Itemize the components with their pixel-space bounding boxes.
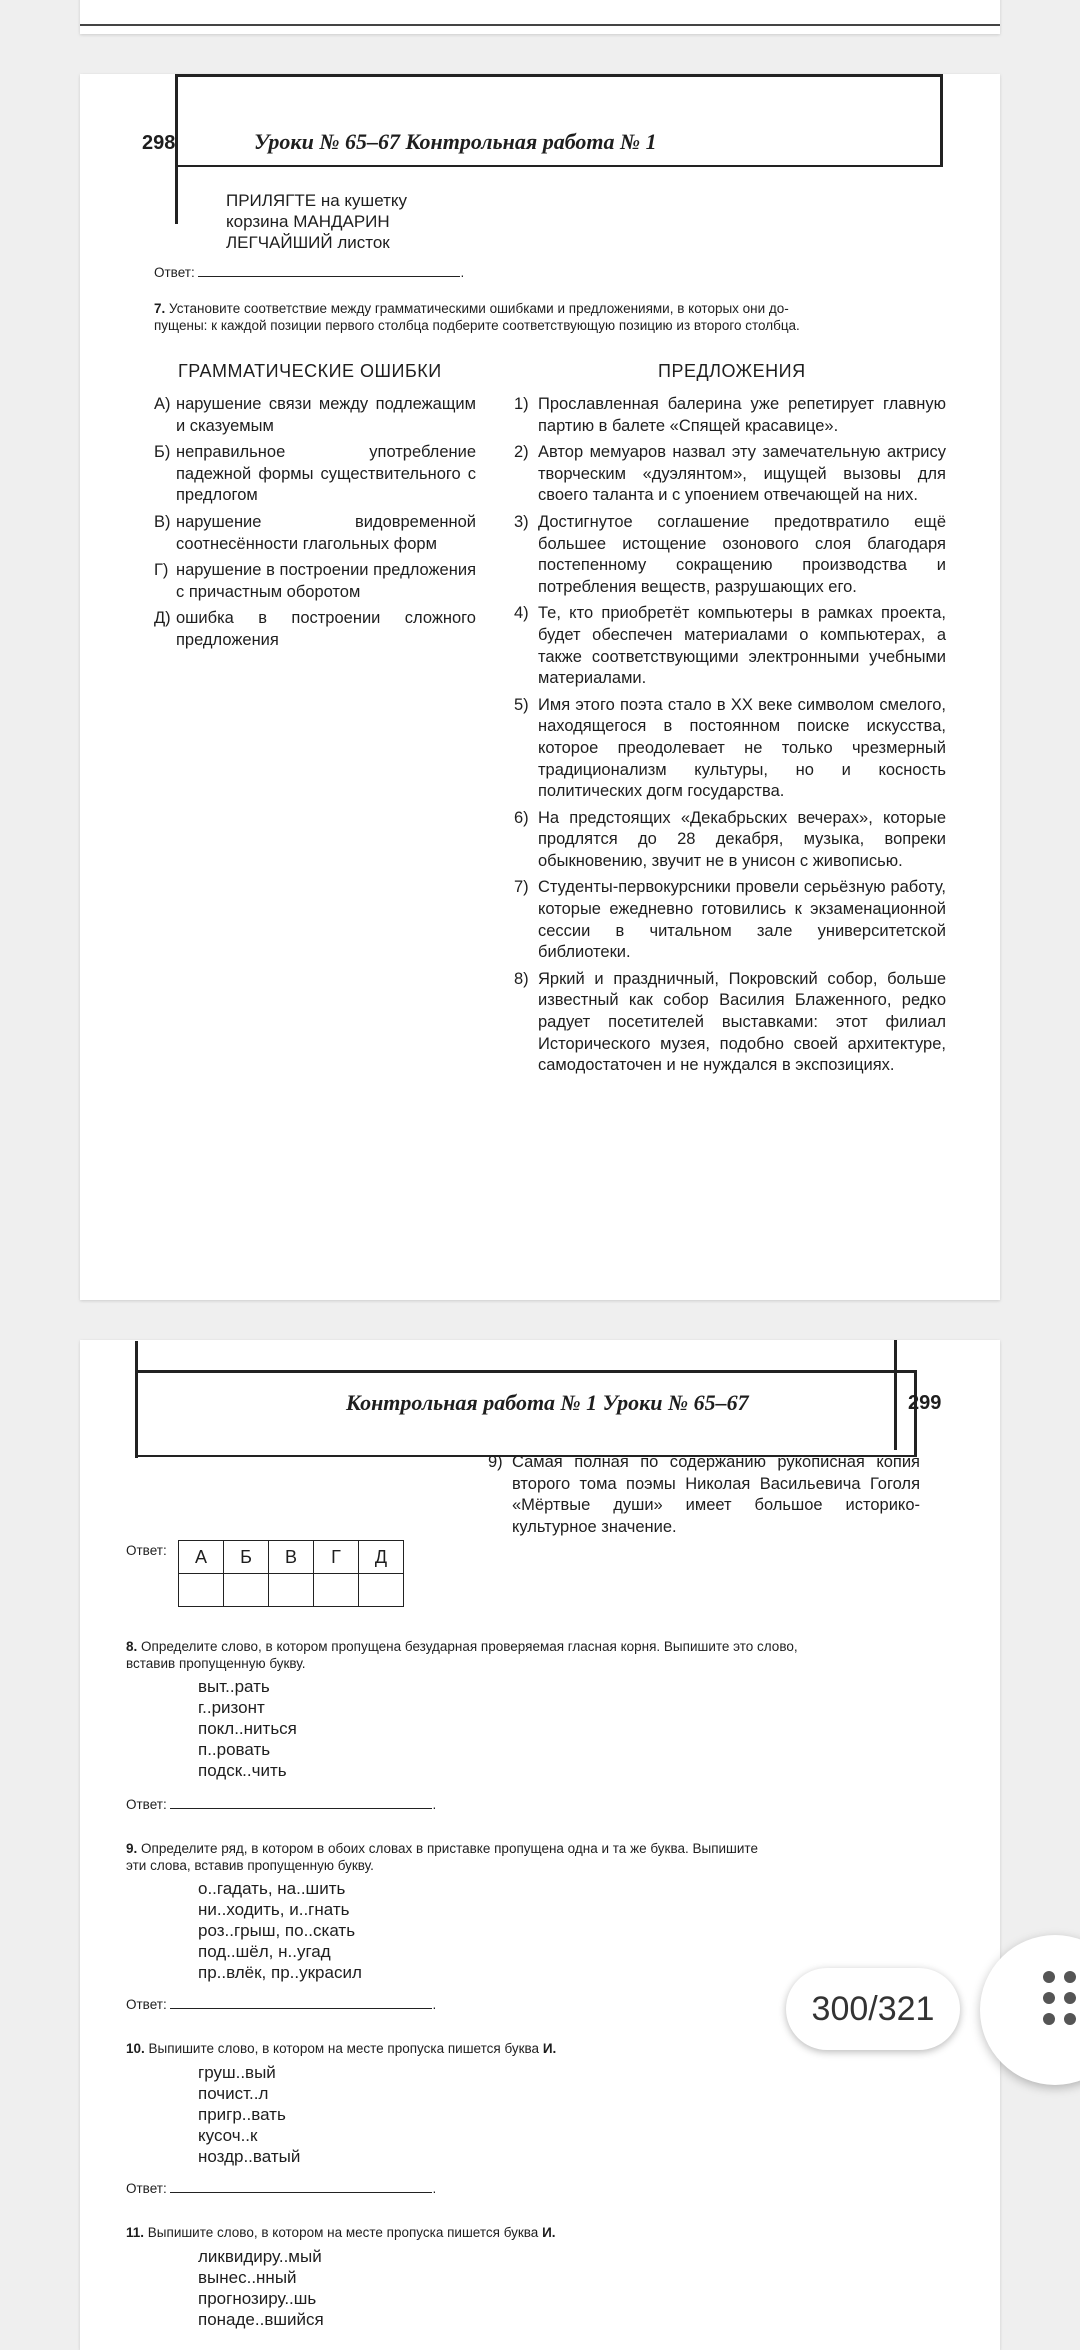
header-right-rule xyxy=(940,74,943,167)
word-list xyxy=(226,190,407,253)
header-left-rule xyxy=(175,74,178,224)
word-item: понаде..вшийся xyxy=(198,2310,324,2329)
list-item: 5) Имя этого поэта стало в XX веке символом смелого, находящегося в постоянном поиске искусства, которое преодолевает не только чрезмерный традиционализм культуры, но и косность политических догм государства. xyxy=(514,695,946,801)
sentences-list xyxy=(514,394,946,1082)
word-item: г..ризонт xyxy=(198,1698,265,1717)
answer-cell[interactable] xyxy=(179,1574,224,1607)
answer-table-header: Д xyxy=(359,1541,404,1574)
answer-line[interactable] xyxy=(170,2008,432,2009)
word-item: выт..рать xyxy=(198,1677,270,1696)
previous-page-fragment xyxy=(80,0,1000,34)
task-8-word-list xyxy=(198,1676,297,1781)
word-item: ЛЕГЧАЙШИЙ листок xyxy=(226,233,390,252)
list-item: 1) Прославленная балерина уже репетирует главную партию в балете «Спящей красавице». xyxy=(514,395,946,435)
answer-table-header: А xyxy=(179,1541,224,1574)
list-item: 7) Студенты-первокурсники провели серьёзную работу, которые ежедневно готовились к экзаменационной сессии в читальном зале университетской библиотеки. xyxy=(514,878,946,962)
answer-line[interactable] xyxy=(170,2192,432,2193)
answer-row: Ответ: . xyxy=(126,1797,437,1812)
page-number: 298 xyxy=(142,132,176,154)
task-number: 7. xyxy=(154,301,166,316)
list-item: Б) неправильное употребление падежной формы существительного с предлогом xyxy=(154,443,476,505)
list-item: Д) ошибка в построении сложного предложения xyxy=(154,609,476,649)
word-item: ни..ходить, и..гнать xyxy=(198,1900,350,1919)
word-item: ликвидиру..мый xyxy=(198,2247,322,2266)
word-item: под..шёл, н..угад xyxy=(198,1942,331,1961)
list-item: 8) Яркий и праздничный, Покровский собор, больше известный как собор Василия Блаженного, редко радует посетителей выставками: этот филиал Исторического музея, подобно своей архитектуре, самодостаточен и не нуждался в экспозициях. xyxy=(514,969,946,1075)
word-item: вынес..нный xyxy=(198,2268,297,2287)
answer-table-header: Г xyxy=(314,1541,359,1574)
task-11-word-list xyxy=(198,2246,324,2330)
word-item: роз..грыш, по..скать xyxy=(198,1921,356,1940)
word-item: о..гадать, на..шить xyxy=(198,1879,346,1898)
word-item: прогнозиру..шь xyxy=(198,2289,317,2308)
running-title: Контрольная работа № 1 Уроки № 65–67 xyxy=(346,1390,749,1415)
list-item: 3) Достигнутое соглашение предотвратило ещё большее истощение озонового слоя благодаря постепенному сокращению производства и потребления веществ, разрушающих его. xyxy=(514,512,946,596)
answer-label: Ответ: xyxy=(126,1543,167,1558)
answer-row: Ответ: . xyxy=(126,2181,437,2196)
word-item: ПРИЛЯГТЕ на кушетку xyxy=(226,191,407,210)
list-item: А) нарушение связи между подлежащим и сказуемым xyxy=(154,395,476,435)
page-bottom-rule xyxy=(80,24,1000,26)
header-outer-rule xyxy=(894,1340,897,1450)
list-item: 9) Самая полная по содержанию рукописная копия второго тома поэмы Николая Васильевича Гоголя «Мёртвые души» имеет большое историко-культурное значение. xyxy=(488,1453,920,1536)
word-item: корзина МАНДАРИН xyxy=(226,212,390,231)
answer-label: Ответ: xyxy=(154,265,195,280)
answer-table-header: В xyxy=(269,1541,314,1574)
list-item: В) нарушение видовременной соотнесённости глагольных форм xyxy=(154,512,476,553)
list-item: 4) Те, кто приобретёт компьютеры в рамках проекта, будет обеспечен материалами о компьютерах, а также соответствующими электронными учебными материалами. xyxy=(514,604,946,688)
task-7-instructions: 7. Установите соответствие между грамматическими ошибками и предложениями, в которых они до- пущены: к каждой позиции первого столбца подберите соответствующую позицию из второго столбца. xyxy=(154,301,800,333)
word-item: груш..вый xyxy=(198,2063,276,2082)
answer-table-header: Б xyxy=(224,1541,269,1574)
running-title: Уроки № 65–67 Контрольная работа № 1 xyxy=(254,129,657,154)
list-item: 2) Автор мемуаров назвал эту замечательную актрису творческим «дуэлянтом», ищущей вызовы для своего таланта и с упоением отвечающей на них. xyxy=(514,443,946,505)
answer-cell[interactable] xyxy=(269,1574,314,1607)
list-item: Г) нарушение в построении предложения с причастным оборотом xyxy=(154,561,476,601)
answer-cell[interactable] xyxy=(224,1574,269,1607)
answer-row: Ответ: . xyxy=(154,265,465,280)
left-column-header: ГРАММАТИЧЕСКИЕ ОШИБКИ xyxy=(178,361,442,381)
answer-table xyxy=(178,1540,404,1607)
word-item: п..ровать xyxy=(198,1740,271,1759)
right-column-header: ПРЕДЛОЖЕНИЯ xyxy=(658,361,806,381)
document-page-298 xyxy=(80,74,1000,1300)
task-10-word-list xyxy=(198,2062,300,2167)
header-left-rule xyxy=(135,1341,138,1458)
task-9-instructions: 9. Определите ряд, в котором в обоих словах в приставке пропущена одна и та же буква. Выпишите эти слова, вставив пропущенную букву. xyxy=(126,1841,758,1873)
word-item: пригр..вать xyxy=(198,2105,286,2124)
task-9-word-list xyxy=(198,1878,362,1983)
word-item: покл..ниться xyxy=(198,1719,297,1738)
task-10-instructions: 10. Выпишите слово, в котором на месте пропуска пишется буква И. xyxy=(126,2041,557,2056)
word-item: ноздр..ватый xyxy=(198,2147,301,2166)
word-item: подск..чить xyxy=(198,1761,287,1780)
task-11-instructions: 11. Выпишите слово, в котором на месте пропуска пишется буква И. xyxy=(126,2225,556,2240)
task-8-instructions: 8. Определите слово, в котором пропущена безударная проверяемая гласная корня. Выпишите это слово, вставив пропущенную букву. xyxy=(126,1639,798,1671)
page-number: 299 xyxy=(908,1392,942,1414)
document-page-299 xyxy=(80,1340,1000,2350)
answer-row: Ответ: . xyxy=(126,1997,437,2012)
answer-line xyxy=(198,276,460,277)
sentences-list-continued xyxy=(488,1452,920,1543)
answer-cell[interactable] xyxy=(314,1574,359,1607)
page-counter-pill[interactable]: 300/321 xyxy=(786,1968,960,2050)
answer-cell[interactable] xyxy=(359,1574,404,1607)
list-item: 6) На предстоящих «Декабрьских вечерах», которые продлятся до 28 декабря, музыка, вопреки обыкновению, звучит не в унисон с живописью. xyxy=(514,808,946,870)
answer-line[interactable] xyxy=(170,1808,432,1809)
word-item: почист..л xyxy=(198,2084,269,2103)
grammar-errors-list xyxy=(154,394,476,657)
word-item: кусоч..к xyxy=(198,2126,258,2145)
word-item: пр..влёк, пр..украсил xyxy=(198,1963,362,1982)
